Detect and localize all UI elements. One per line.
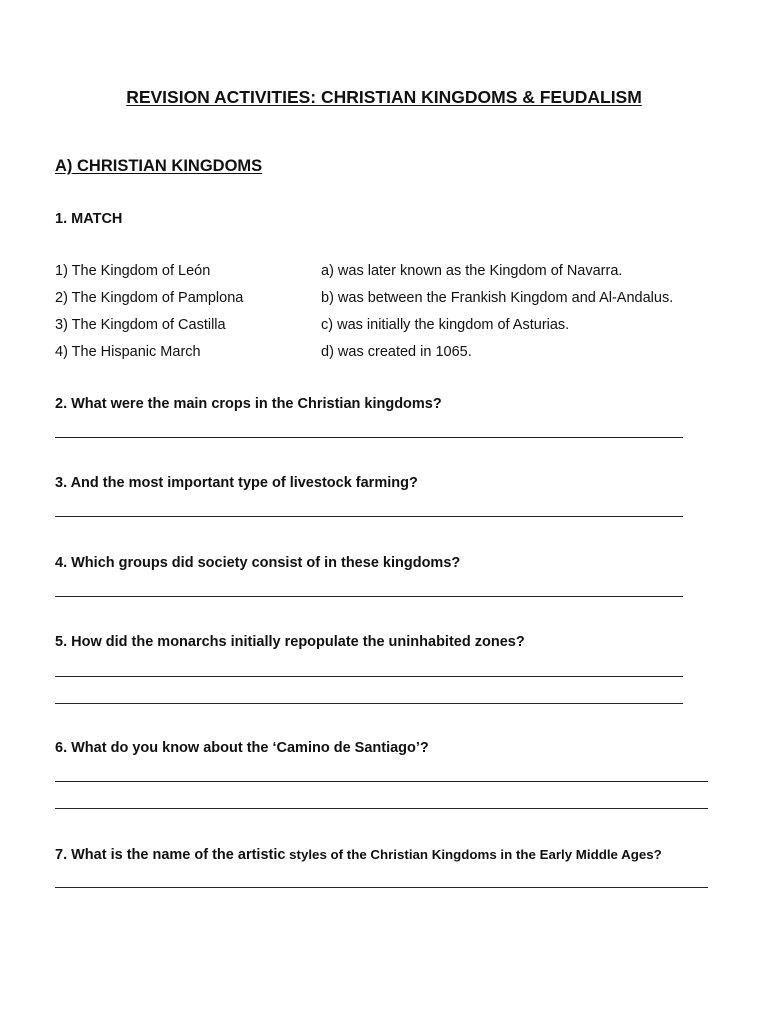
question-3: 3. And the most important type of livestock farming? — [55, 475, 418, 491]
answer-line[interactable] — [55, 887, 708, 888]
page-title: REVISION ACTIVITIES: CHRISTIAN KINGDOMS & FEUDALISM — [126, 87, 642, 107]
match-left-item: 1) The Kingdom of León — [55, 263, 211, 279]
match-right-item: c) was initially the kingdom of Asturias. — [321, 317, 570, 333]
question-2: 2. What were the main crops in the Christian kingdoms? — [55, 396, 442, 412]
match-heading: 1. MATCH — [55, 211, 123, 227]
question-4: 4. Which groups did society consist of in these kingdoms? — [55, 555, 461, 571]
match-right-item: d) was created in 1065. — [321, 344, 472, 360]
question-7-part-2: styles of the Christian Kingdoms in the Early Middle Ages? — [285, 847, 662, 862]
answer-line[interactable] — [55, 516, 683, 517]
match-left-item: 3) The Kingdom of Castilla — [55, 317, 226, 333]
question-7-part-1: 7. What is the name of the artistic — [55, 847, 286, 863]
answer-line[interactable] — [55, 596, 683, 597]
match-right-item: b) was between the Frankish Kingdom and Al-Andalus. — [321, 290, 674, 306]
match-right-item: a) was later known as the Kingdom of Navarra. — [321, 263, 623, 279]
answer-line[interactable] — [55, 808, 708, 809]
answer-line[interactable] — [55, 437, 683, 438]
question-5: 5. How did the monarchs initially repopulate the uninhabited zones? — [55, 634, 525, 650]
match-left-item: 4) The Hispanic March — [55, 344, 201, 360]
answer-line[interactable] — [55, 676, 683, 677]
question-6: 6. What do you know about the ‘Camino de Santiago’? — [55, 740, 429, 756]
section-heading-christian-kingdoms: A) CHRISTIAN KINGDOMS — [55, 157, 263, 175]
answer-line[interactable] — [55, 703, 683, 704]
match-left-item: 2) The Kingdom of Pamplona — [55, 290, 244, 306]
answer-line[interactable] — [55, 781, 708, 782]
question-7 — [55, 847, 662, 863]
